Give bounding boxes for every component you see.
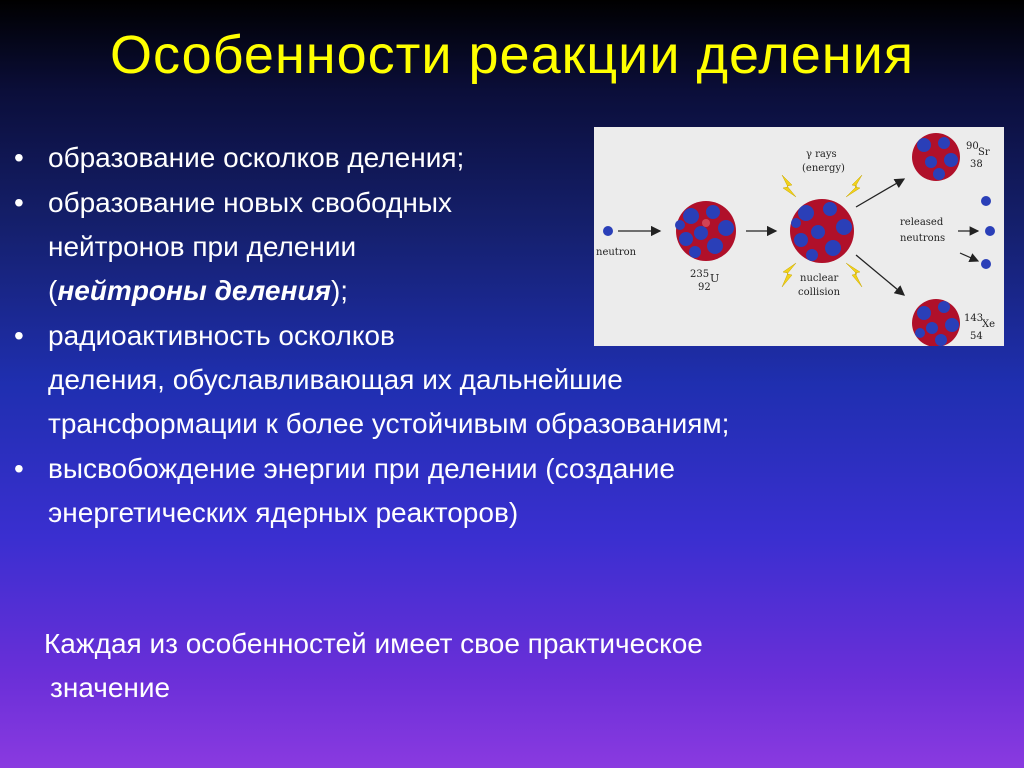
xe-atomic-number: 54: [970, 331, 983, 342]
bullet-text: образование новых свободных: [48, 187, 452, 218]
uranium-atomic-number: 92: [698, 282, 711, 293]
note-line: значение: [50, 672, 171, 703]
xe-symbol: Xe: [982, 319, 996, 330]
sr-mass-number: 90: [966, 141, 979, 152]
fission-diagram: [594, 127, 1004, 346]
list-item: [14, 447, 914, 535]
strontium-fragment-icon: [912, 133, 960, 181]
closing-note: [44, 622, 703, 710]
bullet-icon: •: [14, 320, 24, 351]
sr-atomic-number: 38: [970, 159, 983, 170]
xenon-fragment-icon: [912, 299, 960, 346]
bullet-icon: •: [14, 142, 24, 173]
uranium-symbol: U: [710, 272, 720, 285]
note-line: Каждая из особенностей имеет свое практическое: [44, 628, 703, 659]
released-neutron-icon: [985, 226, 995, 236]
fission-diagram-svg: [594, 127, 1004, 346]
xe-mass-number: 143: [964, 313, 984, 324]
released-label-line-1: released: [900, 217, 944, 228]
lightning-icon: [846, 263, 862, 287]
sr-symbol: Sr: [978, 147, 990, 158]
bullet-text: радиоактивность осколков: [48, 320, 395, 351]
incoming-neutron-icon: [603, 226, 613, 236]
lightning-icon: [782, 263, 796, 287]
bullet-text: трансформации к более устойчивым образованиям;: [48, 408, 730, 439]
uranium-mass-number: 235: [690, 269, 710, 280]
uranium-nucleus-icon: [675, 201, 736, 261]
bullet-text: нейтронов при делении: [48, 231, 357, 262]
neutron-label: neutron: [596, 247, 637, 258]
arrow-icon: [960, 253, 978, 261]
bullet-text: высвобождение энергии при делении (создание: [48, 453, 675, 484]
bullet-text: энергетических ядерных реакторов): [48, 497, 519, 528]
lightning-icon: [846, 175, 862, 197]
bullet-text: образование осколков деления;: [48, 142, 465, 173]
bullet-text: деления, обуславливающая их дальнейшие: [48, 364, 623, 395]
collision-label-line-2: collision: [798, 287, 841, 298]
collision-label-line-1: nuclear: [800, 273, 839, 284]
bullet-icon: •: [14, 453, 24, 484]
gamma-energy-label: (energy): [802, 163, 845, 174]
released-neutron-icon: [981, 196, 991, 206]
excited-nucleus-icon: [790, 199, 854, 263]
gamma-rays-label: γ rays: [806, 149, 837, 160]
released-label-line-2: neutrons: [900, 233, 946, 244]
paren-close: );: [330, 275, 349, 306]
lightning-icon: [782, 175, 796, 197]
arrow-icon: [856, 255, 904, 295]
released-neutron-icon: [981, 259, 991, 269]
bullet-icon: •: [14, 187, 24, 218]
emphasized-term: нейтроны деления: [57, 275, 331, 306]
slide-title: Особенности реакции деления: [109, 25, 915, 85]
paren-open: (: [48, 275, 58, 306]
arrow-icon: [856, 179, 904, 207]
